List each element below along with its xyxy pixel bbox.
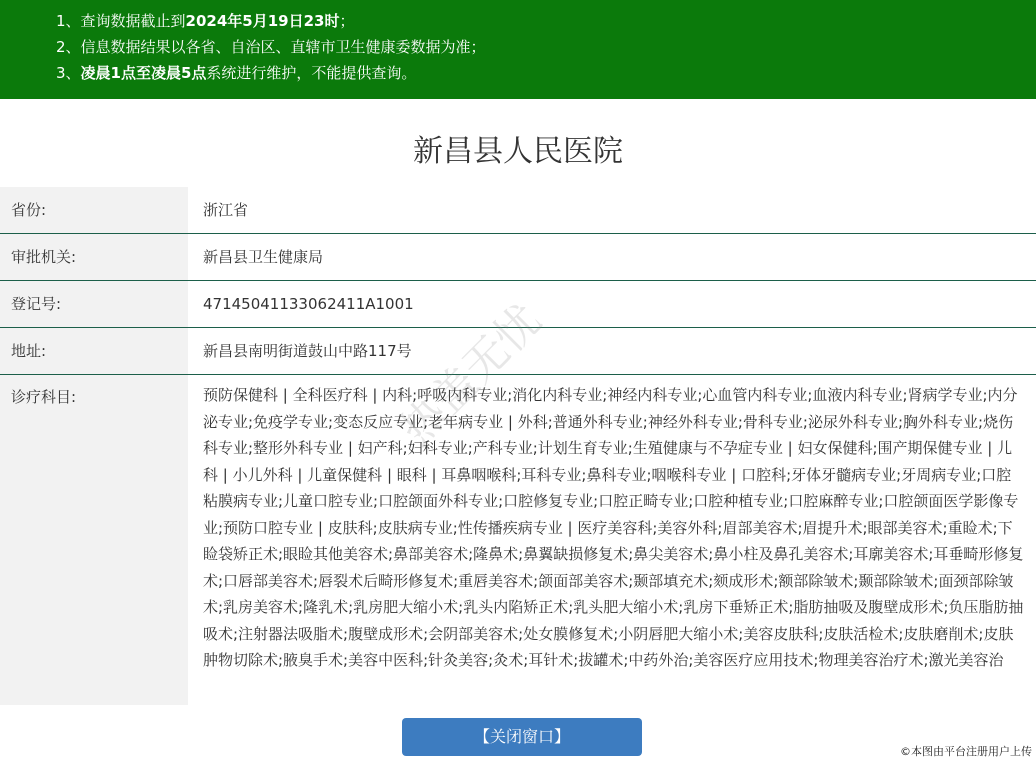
address-label: 地址: (0, 328, 188, 374)
notice-line-1-suffix: ； (339, 12, 355, 30)
province-value: 浙江省 (203, 201, 249, 219)
registration-value: 47145041133062411A1001 (203, 295, 414, 313)
notice-line-1-date: 2024年5月19日23时 (185, 12, 340, 30)
notice-line-1 (56, 8, 1036, 34)
row-province (0, 187, 1036, 234)
notice-line-2: 2、信息数据结果以各省、自治区、直辖市卫生健康委数据为准； (56, 38, 486, 56)
address-value: 新昌县南明街道鼓山中路117号 (203, 342, 412, 360)
province-label: 省份: (0, 187, 188, 233)
notice-line-3-time: 凌晨1点至凌晨5点 (80, 64, 207, 82)
footer-bar (0, 705, 1036, 758)
notice-line-3-suffix: 系统进行维护，不能提供查询。 (206, 64, 417, 82)
notice-line-3-prefix: 3、 (56, 64, 81, 82)
notice-banner (0, 0, 1036, 99)
row-authority (0, 234, 1036, 281)
notice-line-1-prefix: 1、查询数据截止到 (56, 12, 186, 30)
scope-value: 预防保健科 | 全科医疗科 | 内科;呼吸内科专业;消化内科专业;神经内科专业;心血管内科专业;血液内科专业;肾病学专业;内分泌专业;免疫学专业;变态反应专业;老年病专业 | 外科;普通外科专业;神经外科专业;骨科专业;泌尿外科专业;胸外科专业;烧伤科专业;整形外科专业 | 妇产科;妇科专业;产科专业;计划生育专业;生殖健康与不孕症专业 | 妇女保健科;围产期保健专业 | 儿科 | 小儿外科 | 儿童保健科 | 眼科 | 耳鼻咽喉科;耳科专业;鼻科专业;咽喉科专业 | 口腔科;牙体牙髓病专业;牙周病专业;口腔粘膜病专业;儿童口腔专业;口腔颌面外科专业;口腔修复专业;口腔正畸专业;口腔种植专业;口腔麻醉专业;口腔颌面医学影像专业;预防口腔专业 | 皮肤科;皮肤病专业;性传播疾病专业 | 医疗美容科;美容外科;眉部美容术;眉提升术;眼部美容术;重睑术;下睑袋矫正术;眼睑其他美容术;鼻部美容术;隆鼻术;鼻翼缺损修复术;鼻尖美容术;鼻小柱及鼻孔美容术;耳廓美容术;耳垂畸形修复术;口唇部美容术;唇裂术后畸形修复术;重唇美容术;颌面部美容术;颞部填充术;颏成形术;额部除皱术;颞部除皱术;面颈部除皱术;乳房美容术;隆乳术;乳房肥大缩小术;乳头内陷矫正术;乳头肥大缩小术;乳房下垂矫正术;脂肪抽吸及腹壁成形术;负压脂肪抽吸术;注射器法吸脂术;腹壁成形术;会阴部美容术;处女膜修复术;小阴唇肥大缩小术;美容皮肤科;皮肤活检术;皮肤磨削术;皮肤肿物切除术;腋臭手术;美容中医科;针灸美容;灸术;耳针术;拔罐术;中药外治;美容医疗应用技术;物理美容治疗术;激光美容治 (203, 386, 1024, 669)
registration-label: 登记号: (0, 281, 188, 327)
authority-label: 审批机关: (0, 234, 188, 280)
hospital-name-title: 新昌县人民医院 (413, 134, 623, 169)
close-window-button[interactable]: 【关闭窗口】 (402, 718, 642, 756)
copyright-note: ©本图由平台注册用户上传 (900, 745, 1032, 758)
hospital-info-table (0, 187, 1036, 707)
row-scope (0, 375, 1036, 707)
notice-line-3 (56, 60, 1036, 86)
row-registration (0, 281, 1036, 328)
row-address (0, 328, 1036, 375)
watermark: 热盖无忧 (390, 294, 552, 456)
scope-label: 诊疗科目: (0, 375, 188, 707)
authority-value: 新昌县卫生健康局 (203, 248, 324, 266)
